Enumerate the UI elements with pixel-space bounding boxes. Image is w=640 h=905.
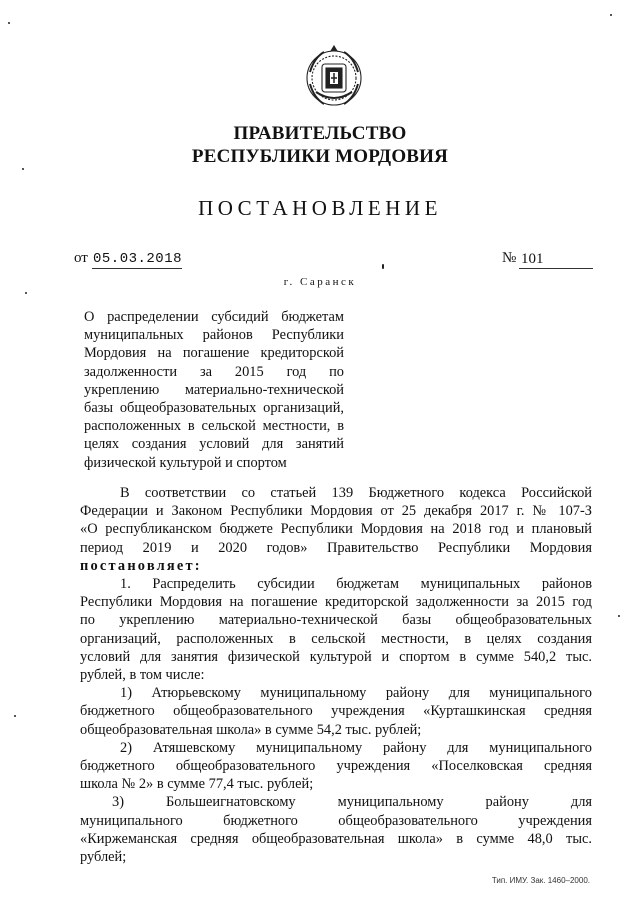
item1-line: Республики Мордовия на погашение кредиторской задолженности за 2015 год — [80, 594, 592, 611]
document-type: ПОСТАНОВЛЕНИЕ — [198, 196, 442, 220]
subitem3-line: муниципального бюджетного общеобразовательного учреждения — [80, 812, 592, 829]
subject-line: задолженности за 2015 год по — [84, 363, 344, 380]
subitem2-line: бюджетного общеобразовательного учреждения «Поселковская средняя — [80, 758, 592, 775]
preamble-line: В соответствии со статьей 139 Бюджетного кодекса Российской — [120, 485, 592, 501]
subitem3-line: рублей; — [80, 849, 127, 866]
subitem2-line: 2) Атяшевскому муниципальному району для муниципального — [120, 739, 592, 756]
issuer-name-line2: РЕСПУБЛИКИ МОРДОВИЯ — [191, 146, 449, 167]
subitem3-line: 3) Большеигнатовскому муниципальному району для — [112, 794, 592, 811]
item1-line: по укреплению материально-технической базы общеобразовательных — [80, 612, 592, 629]
number-label: № — [502, 250, 517, 266]
document-date: 05.03.2018 — [92, 251, 182, 267]
subitem1-line: общеобразовательная школа» в сумме 54,2 тыс. рублей; — [80, 721, 422, 738]
subitem2-line: школа № 2» в сумме 77,4 тыс. рублей; — [80, 776, 314, 793]
scan-speck — [14, 715, 16, 717]
item1-line: условий для занятия физической культурой и спортом в сумме 540,2 тыс. — [80, 648, 592, 665]
date-label: от — [74, 250, 88, 266]
preamble-line: Федерации и Законом Республики Мордовия от 25 декабря 2017 г. № 107-З — [80, 503, 592, 520]
scan-speck — [618, 615, 620, 617]
subject-line: физической культурой и спортом — [84, 454, 287, 471]
scan-speck — [610, 14, 612, 16]
scan-speck — [25, 292, 27, 294]
document-subject — [84, 308, 344, 472]
scan-speck — [22, 168, 24, 170]
subject-line: расположенных в сельской местности, в — [84, 418, 344, 435]
item1-line: рублей, в том числе: — [80, 667, 205, 684]
city: г. Саранск — [283, 276, 357, 288]
resolves-word: постановляет: — [80, 557, 202, 574]
subject-line: целях создания условий для занятий — [84, 436, 344, 453]
subject-line: укреплению материально-технической — [84, 381, 344, 398]
document-number: 101 — [519, 250, 593, 269]
subitem1-line: 1) Атюрьевскому муниципальному району для муниципального — [120, 685, 592, 702]
item1-line: организаций, расположенных в сельской местности, в целях создания — [80, 630, 592, 647]
preamble-line: «О республиканском бюджете Республики Мордовия на 2018 год и плановый — [80, 521, 592, 538]
document-body — [80, 484, 592, 866]
scan-speck — [8, 22, 10, 24]
subject-line: муниципальных районов Республики — [84, 327, 344, 344]
subject-line: Мордовия на погашение кредиторской — [84, 345, 344, 362]
republic-of-mordovia-coat-of-arms-icon — [302, 42, 366, 110]
scan-speck — [382, 264, 384, 269]
subject-line: О распределении субсидий бюджетам — [84, 309, 344, 325]
subitem3-line: «Киржеманская средняя общеобразовательная школа» в сумме 48,0 тыс. — [80, 830, 592, 847]
item1-line: 1. Распределить субсидии бюджетам муниципальных районов — [120, 576, 592, 593]
subject-line: базы общеобразовательных организаций, — [84, 400, 344, 417]
print-imprint: Тип. ИМУ. Зак. 1460–2000. — [491, 876, 590, 885]
subitem1-line: бюджетного общеобразовательного учреждения «Курташкинская средняя — [80, 703, 592, 720]
preamble-line: период 2019 и 2020 годов» Правительство Республики Мордовия — [80, 539, 592, 556]
issuer-name-line1: ПРАВИТЕЛЬСТВО — [233, 123, 407, 144]
